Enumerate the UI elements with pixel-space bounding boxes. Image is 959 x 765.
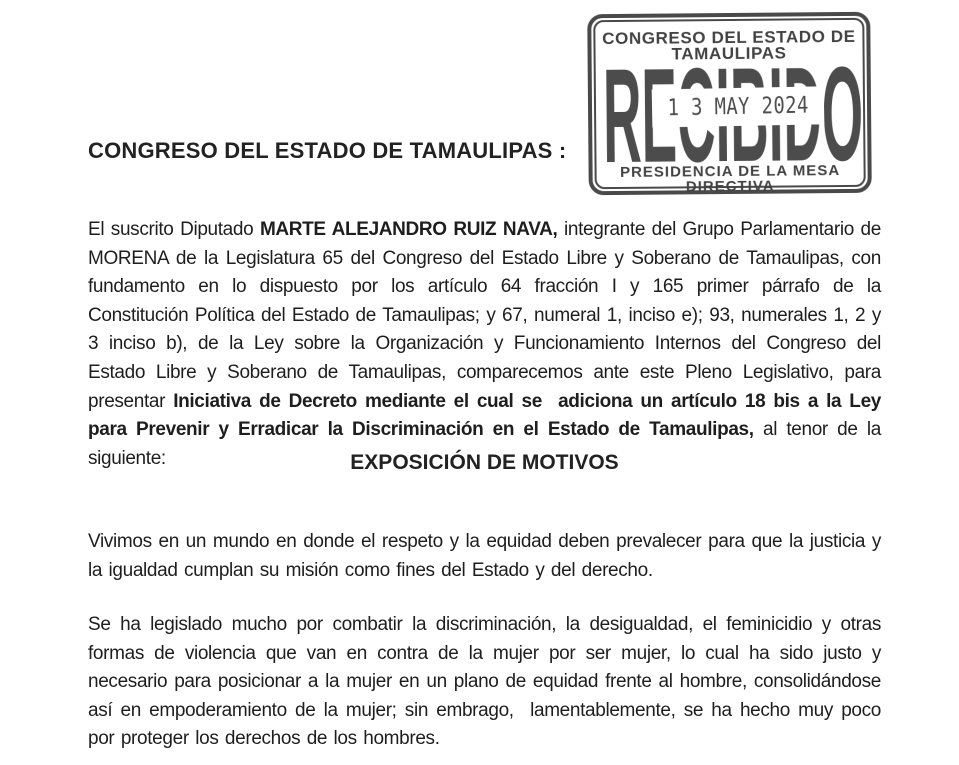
initiative-title: Iniciativa de Decreto mediante el cual se adiciona un artículo 18 bis a la Ley para Prevenir y Erradicar la Discriminación en el Estado de Tamaulipas, bbox=[88, 390, 881, 441]
section-heading-exposicion: EXPOSICIÓN DE MOTIVOS bbox=[350, 451, 619, 474]
stamp-date-box bbox=[652, 86, 825, 127]
stamp-org-line2: TAMAULIPAS bbox=[671, 43, 787, 64]
received-stamp bbox=[587, 12, 872, 195]
stamp-footer-line1: PRESIDENCIA DE LA MESA bbox=[619, 162, 841, 181]
stamp-org-line1: CONGRESO DEL ESTADO DE bbox=[602, 26, 856, 49]
paragraph-legislado: Se ha legislado mucho por combatir la discriminación, la desigualdad, el feminicidio y otras formas de violencia que van en contra de la mujer por ser mujer, lo cual ha sido justo y necesario para posicionar a la mujer en un plano de equidad frente al hombre, consolidándose así en empoderamiento de la mujer; sin embrago, lamentablemente, se ha hecho muy poco por proteger los derechos de los hombres. bbox=[88, 614, 881, 750]
paragraph-vivimos: Vivimos en un mundo en donde el respeto y la equidad deben prevalecer para que la justicia y la igualdad cumplan su misión como fines del Estado y del derecho. bbox=[88, 531, 881, 581]
deputy-name: MARTE ALEJANDRO RUIZ NAVA, bbox=[259, 219, 558, 240]
stamp-date-text: 1 3 MAY 2024 bbox=[667, 92, 809, 122]
document-salutation: CONGRESO DEL ESTADO DE TAMAULIPAS : bbox=[88, 138, 567, 163]
stamp-footer-line2: DIRECTIVA bbox=[685, 177, 775, 196]
paragraph1-intro-segment: El suscrito Diputado bbox=[88, 219, 260, 240]
paragraph1-body-segment: integrante del Grupo Parlamentario de MORENA de la Legislatura 65 del Congreso del Estado Libre y Soberano de Tamaulipas, con fundamento en lo dispuesto por los artículo 64 fracción I y 165 primer párrafo de la Constitución Política del Estado de Tamaulipas; y 67, numeral 1, inciso e); 93, numerales 1, 2 y 3 inciso b), de la Ley sobre la Organización y Funcionamiento Internos del Congreso del Estado Libre y Soberano de Tamaulipas, comparecemos ante este Pleno Legislativo, para presentar bbox=[88, 219, 881, 412]
paragraph1-closing-segment: al tenor de la siguiente: bbox=[88, 419, 881, 469]
received-stamp-inner-border bbox=[593, 18, 865, 196]
paragraph-introduction bbox=[88, 216, 881, 473]
